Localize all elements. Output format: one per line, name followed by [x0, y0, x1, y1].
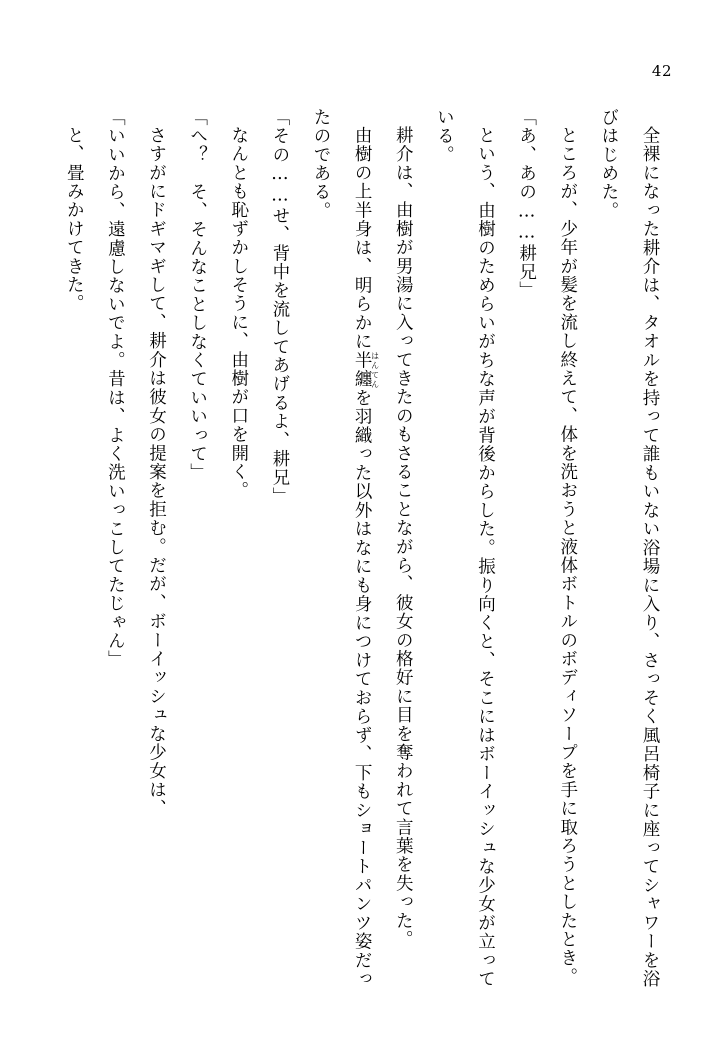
paragraph: 「その……せ、背中を流してあげるよ、耕兄」 [269, 108, 290, 506]
page-number: 42 [651, 62, 672, 80]
paragraph: 「へ？ そ、そんなことしなくていいって」 [187, 108, 208, 482]
body-text-column [64, 108, 670, 989]
paragraph: さすがにドギマギして、耕介は彼女の提案を拒む。だが、ボーイッシュな少女は、 [146, 125, 167, 818]
paragraph: ところが、少年が髪を流し終えて、体を洗おうと液体ボトルのボディソープを手に取ろうとしたとき。 [557, 125, 578, 986]
paragraph: という、由樹のためらいがちな声が背後からした。振り向くと、そこにはボーイッシュな少女が立っている。 [434, 108, 496, 988]
paragraph: 由樹の上半身は、明らかに半纏はんてんを羽織った以外はなにも身につけておらず、下もショートパンツ姿だったのである。 [311, 108, 380, 989]
paragraph: 全裸になった耕介は、タオルを持って誰もいない浴場に入り、さっそく風呂椅子に座ってシャワーを浴びはじめた。 [598, 108, 660, 988]
ruby-annotation: 半纏はんてん [352, 350, 380, 389]
paragraph: 耕介は、由樹が男湯に入ってきたのもさることながら、彼女の格好に目を奪われて言葉を失った。 [393, 125, 414, 949]
paragraph: なんとも恥ずかしそうに、由樹が口を開く。 [228, 125, 249, 500]
paragraph: 「あ、あの……耕兄」 [516, 108, 537, 300]
paragraph: 「いいから、遠慮しないでよ。昔は、よく洗いっこしてたじゃん」 [105, 108, 126, 669]
paragraph: と、畳みかけてきた。 [64, 125, 85, 313]
